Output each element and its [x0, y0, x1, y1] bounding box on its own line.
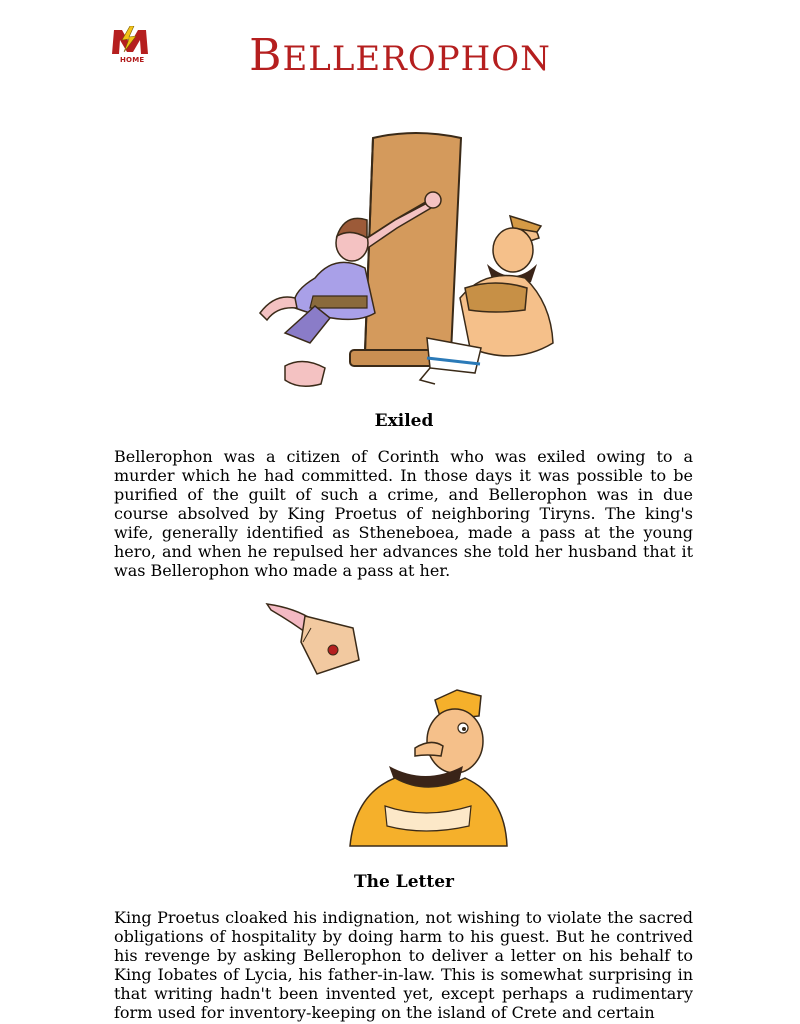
king-letter-illustration — [345, 686, 510, 851]
section-heading-exiled: Exiled — [374, 411, 434, 431]
exiled-illustration — [255, 128, 555, 390]
title-rest: ELLEROPHON — [282, 39, 551, 79]
sealed-letter-icon — [301, 616, 359, 674]
home-label: HOME — [120, 56, 145, 64]
section-heading-letter: The Letter — [354, 872, 454, 892]
section-text-exiled: Bellerophon was a citizen of Corinth who was exiled owing to a murder which he had committed. In those days it was possible to be purified of the guilt of such a crime, and Bellerophon was in due course absolved by King Proetus of neighboring Tiryns. The king's wife, generally identified as Stheneboea, made a pass at the young hero, and when he repulsed her advances she told her husband that it was Bellerophon who made a pass at her. — [114, 447, 693, 580]
letter-hand-illustration — [265, 598, 365, 678]
page-title — [0, 30, 800, 85]
title-initial: B — [249, 30, 283, 81]
section-text-letter: King Proetus cloaked his indignation, not wishing to violate the sacred obligations of hospitality by doing harm to his guest. But he contrived his revenge by asking Bellerophon to deliver a letter on his behalf to King Iobates of Lycia, his father-in-law. This is somewhat surprising in that writing hadn't been invented yet, except perhaps a rudimentary form used for inventory-keeping on the island of Crete and certain — [114, 908, 693, 1022]
king-figure-icon — [350, 690, 507, 846]
